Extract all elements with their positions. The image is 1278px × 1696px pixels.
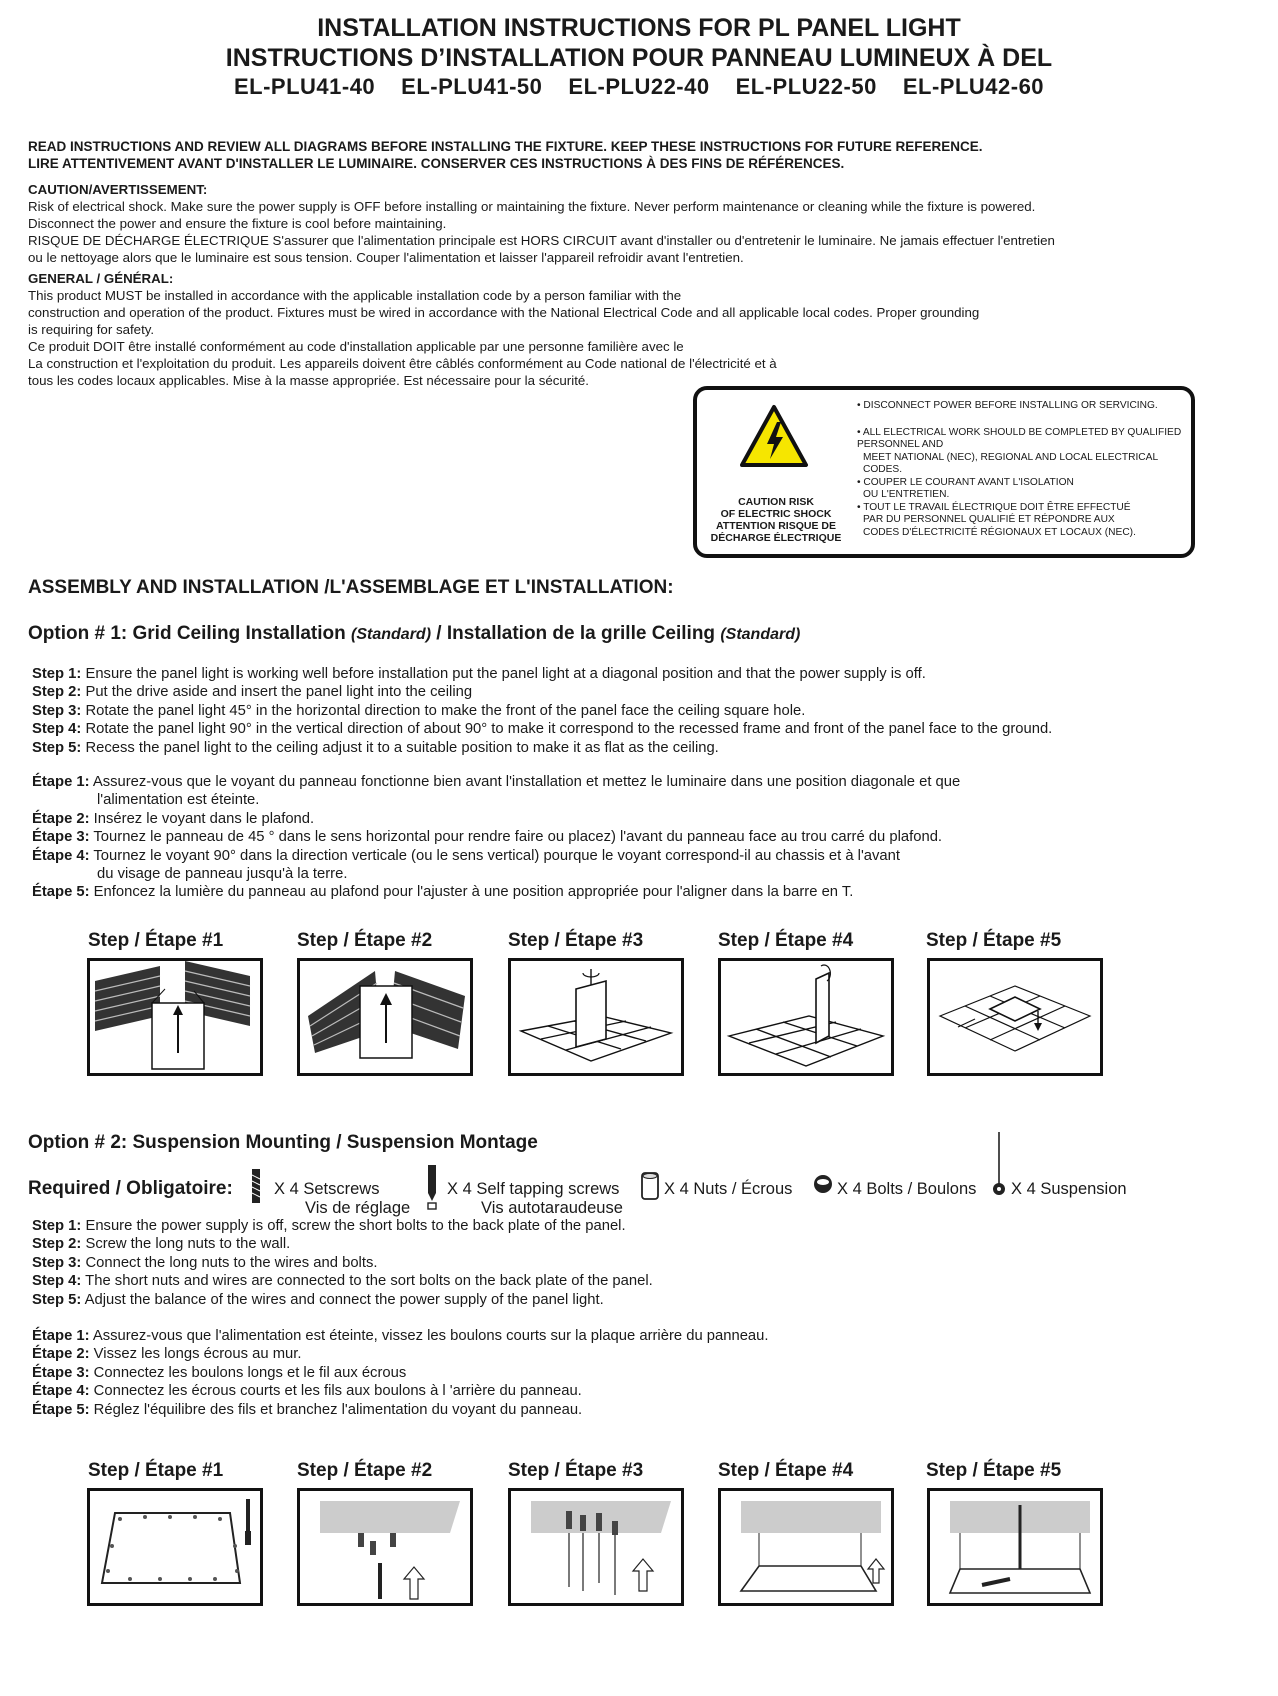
step-label: Étape 2:: [32, 1346, 90, 1363]
step-label: Step 5:: [32, 1291, 82, 1308]
warning-caption: [701, 496, 851, 544]
wire-connect-diagram: [511, 1491, 681, 1603]
general-line: This product MUST be installed in accordance with the applicable installation code by a person familiar with the: [28, 288, 682, 303]
step-label: Étape 4:: [32, 847, 90, 864]
step-label: Étape 4:: [32, 1383, 90, 1400]
option2-steps-fr: [32, 1327, 769, 1419]
panel-insert-diagram: [300, 961, 470, 1073]
step-text: Ensure the power supply is off, screw the short bolts to the back plate of the panel.: [81, 1218, 626, 1234]
option1-heading-en: Option # 1: Grid Ceiling Installation: [28, 623, 352, 644]
step-label: Étape 5:: [32, 884, 90, 901]
back-plate-screw-diagram: [90, 1491, 260, 1603]
title-fr: INSTRUCTIONS D’INSTALLATION POUR PANNEAU LUMINEUX À DEL: [225, 44, 1053, 72]
general-line: is requiring for safety.: [28, 322, 155, 337]
option1-standard: (Standard): [351, 626, 432, 643]
warning-item: • TOUT LE TRAVAIL ÉLECTRIQUE DOIT ÊTRE EFFECTUÉ: [857, 501, 1131, 513]
step-line: [32, 883, 960, 901]
step-line: [32, 1364, 769, 1382]
general-line: La construction et l'exploitation du produit. Les appareils doivent être câblés conformément au Code national de l'électricité et à: [28, 356, 777, 371]
panel-hang-diagram: [721, 1491, 891, 1603]
step-label: Étape 3:: [32, 1364, 90, 1381]
assembly-heading: ASSEMBLY AND INSTALLATION /L'ASSEMBLAGE ET L'INSTALLATION:: [28, 577, 674, 598]
general-line: tous les codes locaux applicables. Mise à la masse appropriée. Est nécessaire pour la sécurité.: [28, 373, 589, 388]
required-item: X 4 Setscrews: [274, 1180, 380, 1198]
step-line: [32, 810, 960, 828]
figure-label: Step / Étape #2: [297, 1460, 433, 1481]
step-text: Tournez le voyant 90° dans la direction verticale (ou le sens vertical) pourque le voyant correspond-il au chassis et à l'avant: [89, 847, 900, 864]
option1-steps-fr: [32, 773, 960, 902]
option1-figure-4: [718, 958, 894, 1076]
step-line: [32, 1345, 769, 1363]
step-text: Assurez-vous que le voyant du panneau fonctionne bien avant l'installation et mettez le luminaire dans une position diagonale et que: [89, 774, 961, 790]
caution-section: [28, 181, 1055, 266]
step-line: [32, 773, 960, 791]
step-label: Étape 1:: [32, 774, 90, 790]
caption-line: DÉCHARGE ÉLECTRIQUE: [710, 532, 842, 544]
step-line: [32, 1272, 653, 1290]
general-heading: GENERAL / GÉNÉRAL:: [28, 271, 174, 286]
step-text: Enfoncez la lumière du panneau au plafond pour l'ajuster à une position appropriée pour l'aligner dans la barre en T.: [89, 884, 854, 901]
step-text: Put the drive aside and insert the panel light into the ceiling: [81, 684, 473, 701]
general-section: [28, 270, 979, 389]
step-line: [32, 1235, 653, 1253]
step-text: Tournez le panneau de 45 ° dans le sens horizontal pour rendre faire ou placez) l'avant du panneau face au trou carré du plafond.: [89, 829, 943, 846]
caution-line: Disconnect the power and ensure the fixture is cool before maintaining.: [28, 216, 447, 231]
step-text-cont: du visage de panneau jusqu'à la terre.: [97, 866, 348, 883]
option2-figure-2: [297, 1488, 473, 1606]
warning-item: PAR DU PERSONNEL QUALIFIÉ ET RÉPONDRE AUX: [863, 514, 1115, 525]
step-label: Étape 2:: [32, 810, 90, 827]
option1-figure-2: [297, 958, 473, 1076]
step-text: Réglez l'équilibre des fils et branchez l'alimentation du voyant du panneau.: [89, 1401, 583, 1418]
required-item: X 4 Suspension: [1011, 1180, 1127, 1198]
figure-label: Step / Étape #1: [88, 930, 224, 951]
general-line: Ce produit DOIT être installé conformément au code d'installation applicable par une personne familière avec le: [28, 339, 684, 354]
option1-figure-5: [927, 958, 1103, 1076]
step-label: Étape 3:: [32, 829, 90, 846]
suspension-icon: [991, 1130, 1007, 1198]
step-text: Ensure the panel light is working well before installation put the panel light at a diagonal position and that the power supply is off.: [81, 666, 926, 682]
step-line: [32, 1254, 653, 1272]
caution-line: RISQUE DE DÉCHARGE ÉLECTRIQUE S'assurer que l'alimentation principale est HORS CIRCUIT avant d'installer ou d'entretenir le luminaire. Ne jamais effectuer l'entretien: [28, 233, 1055, 248]
bolt-icon: [812, 1173, 834, 1195]
option1-heading: [28, 623, 800, 645]
step-label: Step 5:: [32, 739, 82, 756]
option2-heading: Option # 2: Suspension Mounting / Suspension Montage: [28, 1132, 538, 1153]
option1-figure-3: [508, 958, 684, 1076]
caution-heading: CAUTION/AVERTISSEMENT:: [28, 182, 208, 197]
option1-steps-en: [32, 665, 1052, 757]
warning-box: [693, 386, 1195, 558]
caption-line: CAUTION RISK: [738, 496, 814, 508]
option2-steps-en: [32, 1217, 653, 1309]
caution-line: Risk of electrical shock. Make sure the power supply is OFF before installing or maintaining the fixture. Never perform maintenance or cleaning while the fixture is powered.: [28, 199, 1036, 214]
required-item: X 4 Nuts / Écrous: [664, 1180, 793, 1198]
option1-figure-1: [87, 958, 263, 1076]
electric-shock-warning-icon: [739, 404, 809, 468]
read-en: READ INSTRUCTIONS AND REVIEW ALL DIAGRAMS BEFORE INSTALLING THE FIXTURE. KEEP THESE INSTRUCTIONS FOR FUTURE REFERENCE.: [28, 139, 983, 154]
step-line: [32, 1217, 653, 1235]
figure-label: Step / Étape #1: [88, 1460, 224, 1481]
step-label: Step 3:: [32, 1254, 82, 1271]
option1-heading-fr: / Installation de la grille Ceiling: [431, 623, 721, 644]
step-label: Step 1:: [32, 666, 82, 682]
model-list: [0, 74, 1278, 100]
step-line: [32, 828, 960, 846]
step-label: Step 1:: [32, 1218, 82, 1234]
nut-icon: [640, 1171, 660, 1201]
step-text: Recess the panel light to the ceiling adjust it to a suitable position to make it as flat as the ceiling.: [81, 739, 719, 756]
step-label: Step 2:: [32, 684, 82, 701]
step-text: Adjust the balance of the wires and connect the power supply of the panel light.: [81, 1291, 604, 1308]
step-text: Assurez-vous que l'alimentation est éteinte, vissez les boulons courts sur la plaque arrière du panneau.: [89, 1328, 769, 1344]
caption-line: ATTENTION RISQUE DE: [716, 520, 836, 532]
option2-figure-4: [718, 1488, 894, 1606]
figure-label: Step / Étape #5: [926, 1460, 1062, 1481]
option2-figure-3: [508, 1488, 684, 1606]
warning-item: MEET NATIONAL (NEC), REGIONAL AND LOCAL ELECTRICAL CODES.: [863, 451, 1158, 475]
warning-item: • DISCONNECT POWER BEFORE INSTALLING OR SERVICING.: [857, 400, 1158, 411]
general-line: construction and operation of the product. Fixtures must be wired in accordance with the National Electrical Code and all applicable local codes. Proper grounding: [28, 305, 980, 320]
step-label: Step 4:: [32, 721, 82, 738]
grid-vertical-diagram: [721, 961, 891, 1073]
step-label: Étape 1:: [32, 1328, 90, 1344]
option1-standard-fr: (Standard): [720, 626, 801, 643]
step-line: [32, 1401, 769, 1419]
step-text: Insérez le voyant dans le plafond.: [89, 810, 315, 827]
step-text: Screw the long nuts to the wall.: [81, 1236, 291, 1253]
step-label: Step 3:: [32, 702, 82, 719]
step-text-cont: l'alimentation est éteinte.: [97, 792, 260, 809]
figure-label: Step / Étape #5: [926, 930, 1062, 951]
warning-item: OU L'ENTRETIEN.: [863, 489, 950, 500]
warning-item: CODES D'ÉLECTRICITÉ RÉGIONAUX ET LOCAUX (NEC).: [863, 526, 1136, 538]
required-sub: Vis autotaraudeuse: [481, 1199, 623, 1217]
panel-diagonal-diagram: [90, 961, 260, 1073]
model-number: EL-PLU22-50: [735, 74, 877, 99]
grid-rotate-diagram: [511, 961, 681, 1073]
panel-level-diagram: [930, 1491, 1100, 1603]
figure-label: Step / Étape #2: [297, 930, 433, 951]
step-line: [32, 665, 1052, 683]
setscrew-icon: [250, 1167, 262, 1205]
warning-item: • ALL ELECTRICAL WORK SHOULD BE COMPLETED BY QUALIFIED PERSONNEL AND: [857, 426, 1182, 450]
self-tapping-screw-icon: [424, 1163, 440, 1211]
model-number: EL-PLU41-50: [401, 74, 543, 99]
step-label: Step 2:: [32, 1236, 82, 1253]
required-item: X 4 Self tapping screws: [447, 1180, 620, 1198]
warning-list: [857, 400, 1189, 539]
step-text: Rotate the panel light 45° in the horizontal direction to make the front of the panel face the ceiling square hole.: [81, 702, 806, 719]
read-fr: LIRE ATTENTIVEMENT AVANT D'INSTALLER LE LUMINAIRE. CONSERVER CES INSTRUCTIONS À DES FINS DE RÉFÉRENCES.: [28, 156, 845, 171]
step-line: [32, 1327, 769, 1345]
figure-label: Step / Étape #3: [508, 1460, 644, 1481]
caution-line: ou le nettoyage alors que le luminaire est sous tension. Couper l'alimentation et laisser l'appareil refroidir avant l'entretien.: [28, 250, 744, 265]
option2-figure-1: [87, 1488, 263, 1606]
step-text: Vissez les longs écrous au mur.: [89, 1346, 302, 1363]
step-line: [32, 739, 1052, 757]
option2-figure-5: [927, 1488, 1103, 1606]
warning-item: • COUPER LE COURANT AVANT L'ISOLATION: [857, 476, 1074, 488]
step-line: [32, 847, 960, 865]
step-line: [32, 683, 1052, 701]
step-line: [32, 1291, 653, 1309]
caption-line: OF ELECTRIC SHOCK: [720, 508, 832, 520]
figure-label: Step / Étape #4: [718, 1460, 854, 1481]
read-instructions: [28, 138, 983, 172]
grid-recess-diagram: [930, 961, 1100, 1073]
figure-label: Step / Étape #3: [508, 930, 644, 951]
model-number: EL-PLU22-40: [568, 74, 710, 99]
step-label: Step 4:: [32, 1273, 82, 1290]
required-label: Required / Obligatoire:: [28, 1178, 233, 1199]
figure-label: Step / Étape #4: [718, 930, 854, 951]
step-text: The short nuts and wires are connected to the sort bolts on the back plate of the panel.: [81, 1273, 653, 1290]
required-item: X 4 Bolts / Boulons: [837, 1180, 977, 1198]
required-sub: Vis de réglage: [305, 1199, 411, 1217]
step-text: Rotate the panel light 90° in the vertical direction of about 90° to make it correspond to the recessed frame and front of the panel face to the ground.: [81, 721, 1053, 738]
title-en: INSTALLATION INSTRUCTIONS FOR PL PANEL LIGHT: [317, 14, 961, 42]
step-line: [32, 1382, 769, 1400]
step-label: Étape 5:: [32, 1401, 90, 1418]
step-text: Connectez les boulons longs et le fil aux écrous: [89, 1364, 407, 1381]
model-number: EL-PLU41-40: [233, 74, 376, 99]
step-line: [32, 702, 1052, 720]
step-text: Connectez les écrous courts et les fils aux boulons à l 'arrière du panneau.: [89, 1383, 582, 1400]
step-line: [32, 720, 1052, 738]
step-text: Connect the long nuts to the wires and bolts.: [81, 1254, 378, 1271]
wall-nut-diagram: [300, 1491, 470, 1603]
model-number: EL-PLU42-60: [902, 74, 1045, 99]
